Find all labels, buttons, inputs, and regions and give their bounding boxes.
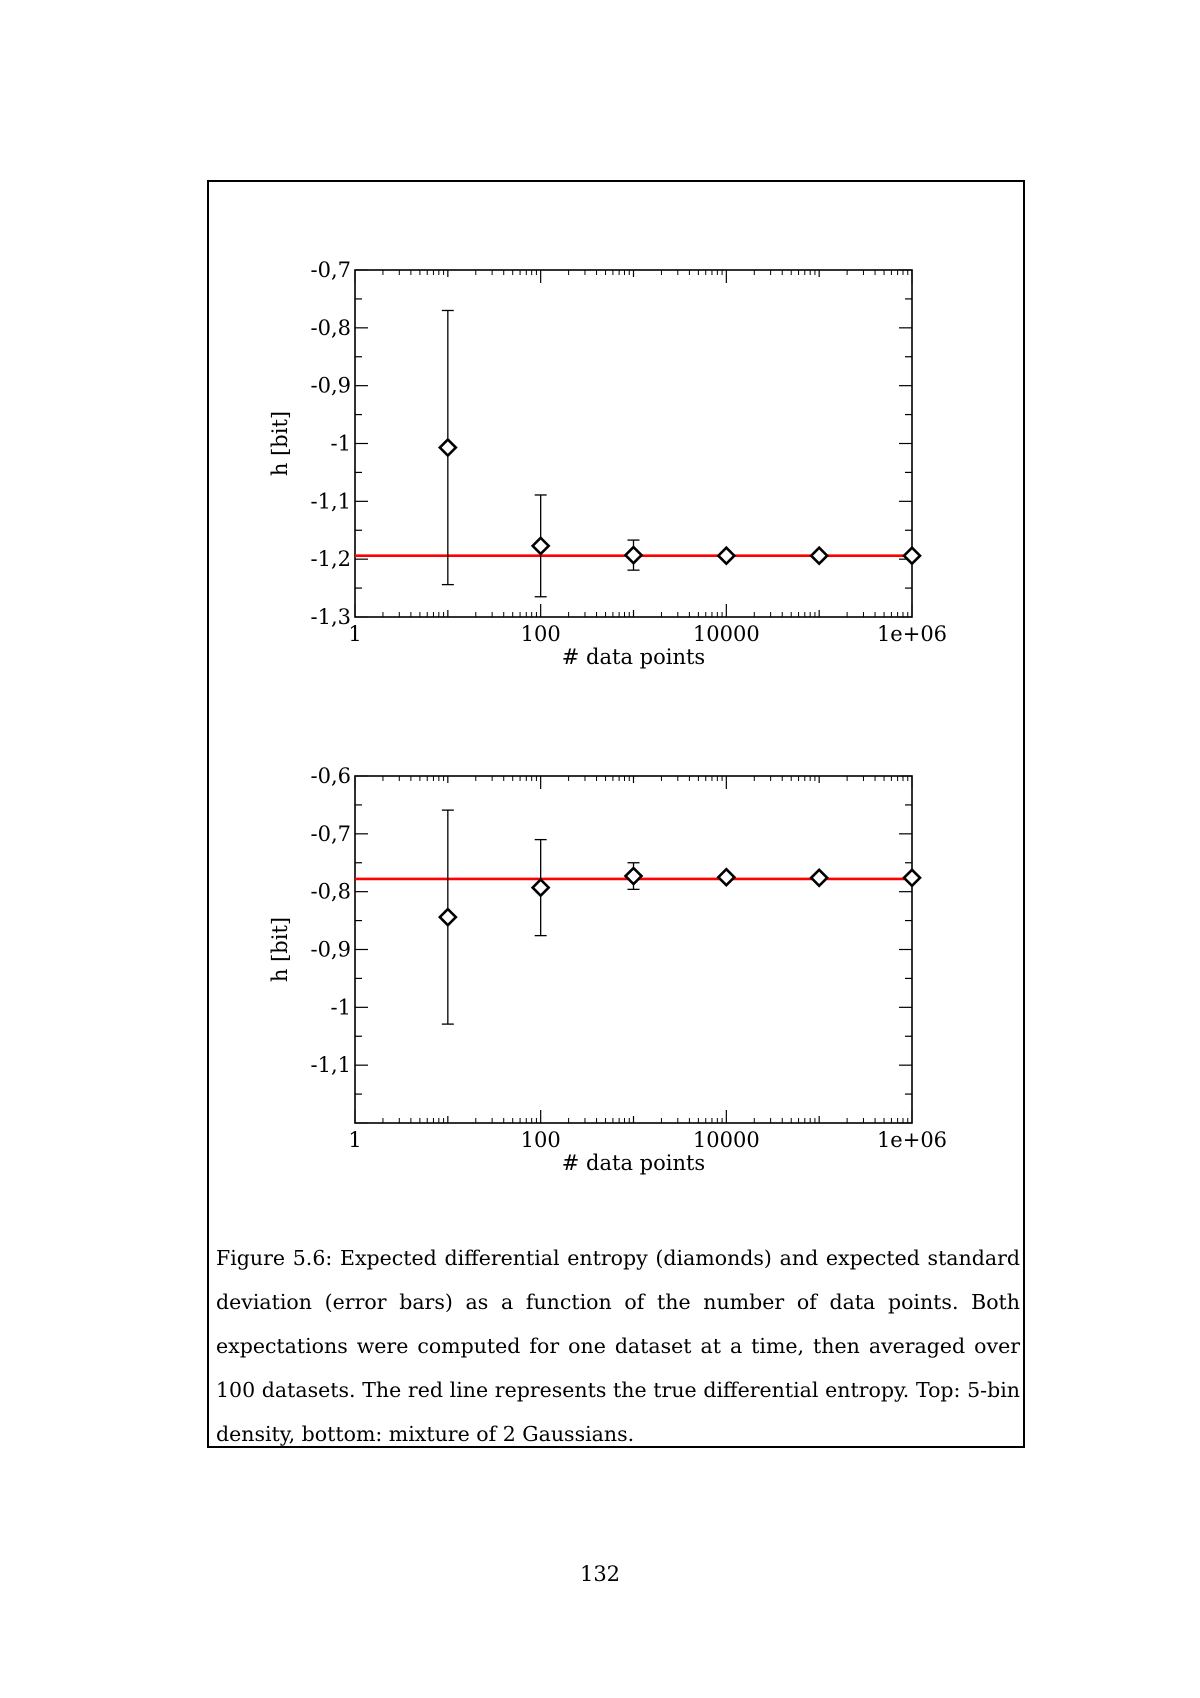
chart2-y-tick-label: -0,8 bbox=[310, 879, 351, 904]
chart1-x-axis-label: # data points bbox=[561, 645, 706, 669]
chart2-data-point-diamond bbox=[811, 870, 827, 886]
chart2-x-tick-label: 10000 bbox=[692, 1128, 760, 1152]
chart2-y-tick-label: -0,6 bbox=[310, 764, 351, 788]
chart1-data-point-diamond bbox=[718, 548, 734, 564]
chart2-plot-frame bbox=[355, 776, 912, 1123]
chart1-x-tick-label: 1e+06 bbox=[876, 622, 948, 646]
chart2-y-tick-label: -0,7 bbox=[310, 821, 351, 846]
chart2-x-tick-label: 1 bbox=[348, 1128, 362, 1152]
chart1-data-point-diamond bbox=[811, 548, 827, 564]
chart2-y-axis-label: h [bit] bbox=[268, 916, 292, 983]
chart2-y-tick-label: -1,1 bbox=[310, 1053, 351, 1078]
chart1-x-tick-label: 1 bbox=[348, 622, 362, 646]
chart2-data-point-diamond bbox=[718, 869, 734, 885]
chart1-y-axis-label: h [bit] bbox=[268, 410, 292, 477]
chart1-data-point-diamond bbox=[533, 538, 549, 554]
chart2-x-tick-label: 1e+06 bbox=[876, 1128, 948, 1152]
chart2-data-point-diamond bbox=[904, 870, 920, 886]
chart1-y-tick-label: -0,9 bbox=[310, 373, 351, 398]
chart1-data-point-diamond bbox=[440, 440, 456, 456]
chart1-x-tick-label: 10000 bbox=[692, 622, 760, 646]
chart1-y-tick-label: -0,8 bbox=[310, 315, 351, 340]
chart1-y-tick-label: -0,7 bbox=[310, 258, 351, 282]
chart2-y-tick-label: -1 bbox=[330, 995, 351, 1020]
chart1-y-tick-label: -1,3 bbox=[310, 605, 351, 629]
chart1-y-tick-label: -1,1 bbox=[310, 489, 351, 514]
page-number: 132 bbox=[579, 1562, 621, 1586]
chart2-x-axis-label: # data points bbox=[561, 1151, 706, 1175]
chart1-y-tick-label: -1,2 bbox=[310, 547, 351, 572]
chart1-x-tick-label: 100 bbox=[520, 622, 561, 646]
chart2-x-tick-label: 100 bbox=[520, 1128, 561, 1152]
chart2-y-tick-label: -0,9 bbox=[310, 937, 351, 962]
chart1-data-point-diamond bbox=[904, 548, 920, 564]
chart2-data-point-diamond bbox=[626, 868, 642, 884]
chart1-y-tick-label: -1 bbox=[330, 431, 351, 456]
chart2-data-point-diamond bbox=[440, 909, 456, 925]
figure-caption: Figure 5.6: Expected differential entropy (diamonds) and expected standard deviation (error bars) as a function of the number of data points. Both expectations were computed for one dataset at a time, then averaged over 100 datasets. The red line represents the true differential entropy. Top: 5-bin density, bottom: mixture of 2 Gaussians. bbox=[216, 1246, 1020, 1446]
chart1-data-point-diamond bbox=[626, 547, 642, 563]
chart2-data-point-diamond bbox=[533, 880, 549, 896]
